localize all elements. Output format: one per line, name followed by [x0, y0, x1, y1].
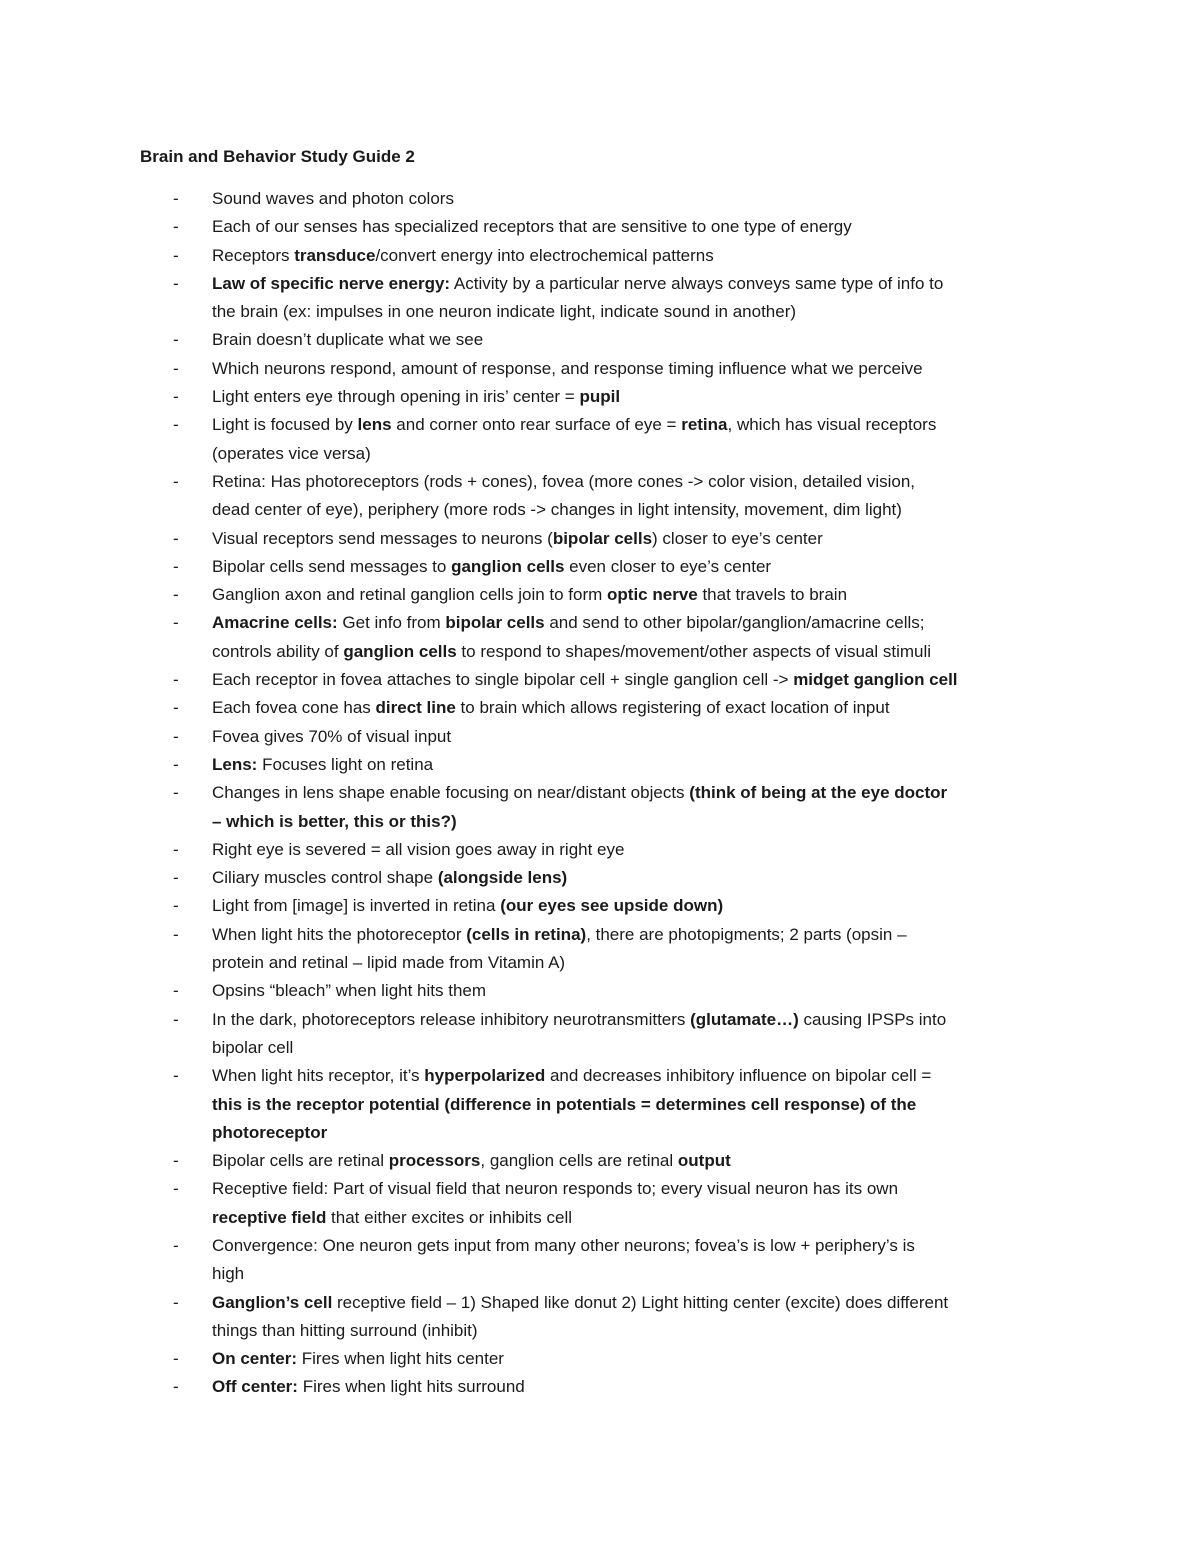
bullet-dash: - [173, 613, 179, 633]
text-run: Right eye is severed = all vision goes away in right eye [212, 839, 625, 859]
bullet-dash: - [173, 670, 179, 690]
bullet-item [0, 581, 1082, 609]
bullet-item [0, 185, 1082, 213]
bold-text: ganglion cells [343, 641, 457, 661]
bullet-dash: - [173, 189, 179, 208]
bold-text: retina [681, 415, 728, 435]
bold-text: output [677, 1151, 731, 1171]
bullet-line [212, 270, 1082, 298]
bullet-dash: - [173, 1179, 179, 1199]
bullet-item [0, 779, 1082, 836]
text-run: Opsins “bleach” when light hits them [212, 981, 487, 1001]
text-run: Convergence: One neuron gets input from many other neurons; fovea’s is low + periphery’s is [212, 1235, 915, 1255]
bullet-line [212, 326, 1082, 354]
text-run: and decreases inhibitory influence on bipolar cell = [545, 1066, 932, 1086]
bold-text: midget ganglion cell [793, 670, 958, 690]
bullet-item [0, 723, 1082, 751]
bullet-dash: - [173, 415, 179, 435]
text-run: , which has visual receptors [727, 415, 937, 435]
text-run: Each receptor in fovea attaches to single bipolar cell + single ganglion cell -> [212, 670, 794, 690]
bold-text: On center: [212, 1349, 298, 1369]
bullet-line [212, 1175, 1082, 1203]
text-run: Brain doesn’t duplicate what we see [212, 330, 484, 350]
bullet-line [212, 836, 1082, 864]
bullet-line [212, 1232, 1082, 1260]
bullet-line [212, 892, 1082, 920]
bullet-line [212, 355, 1082, 383]
text-run: to respond to shapes/movement/other aspects of visual stimuli [456, 641, 932, 661]
text-run: Light is focused by [212, 415, 358, 435]
bullet-line [212, 468, 1082, 496]
bullet-line [212, 723, 1082, 751]
bullet-line [212, 411, 1082, 439]
text-run: Receptors [212, 245, 295, 265]
text-run: Retina: Has photoreceptors (rods + cones), fovea (more cones -> color vision, detailed vision, [212, 471, 916, 491]
text-run: to brain which allows registering of exact location of input [455, 698, 890, 718]
bullet-line [212, 525, 1082, 553]
bullet-line [212, 864, 1082, 892]
bullet-line [212, 298, 1082, 326]
bullet-line [212, 638, 1082, 666]
bullet-line [212, 1006, 1082, 1034]
bold-text: bipolar cells [445, 613, 545, 633]
bullet-item [0, 1232, 1082, 1289]
bullet-line [212, 213, 1082, 241]
bold-text: Ganglion’s cell [212, 1292, 333, 1312]
text-run: When light hits the photoreceptor [212, 924, 467, 944]
bullet-item [0, 694, 1082, 722]
bullet-item [0, 553, 1082, 581]
bullet-item [0, 1006, 1082, 1063]
bold-text: (glutamate…) [690, 1009, 799, 1029]
text-run: even closer to eye’s center [564, 556, 772, 576]
bullet-line [212, 242, 1082, 270]
bullet-item [0, 242, 1082, 270]
bold-text: this is the receptor potential (difference in potentials = determines cell response) of the [212, 1094, 917, 1114]
text-run: Light from [image] is inverted in retina [212, 896, 501, 916]
bullet-dash: - [173, 217, 179, 237]
bullet-line [212, 694, 1082, 722]
bold-text: lens [357, 415, 392, 435]
bullet-line [212, 921, 1082, 949]
bullet-line [212, 977, 1082, 1005]
bullet-item [0, 383, 1082, 411]
bullet-dash: - [173, 273, 179, 293]
bullet-item [0, 751, 1082, 779]
text-run: Fires when light hits surround [297, 1377, 525, 1397]
text-run: receptive field – 1) Shaped like donut 2) Light hitting center (excite) does different [332, 1292, 949, 1312]
text-run: and corner onto rear surface of eye = [391, 415, 682, 435]
bullet-line [212, 1119, 1082, 1147]
bullet-dash: - [173, 783, 179, 803]
bold-text: photoreceptor [212, 1122, 328, 1142]
bullet-dash: - [173, 471, 179, 491]
bullet-list [0, 185, 1200, 1402]
bullet-item [0, 411, 1082, 468]
text-run: When light hits receptor, it’s [212, 1066, 425, 1086]
bullet-dash: - [173, 1066, 179, 1086]
bold-text: Off center: [212, 1377, 298, 1397]
text-run: Focuses light on retina [257, 754, 434, 774]
bullet-dash: - [173, 868, 179, 888]
text-run: Which neurons respond, amount of response, and response timing influence what we perceive [212, 358, 923, 378]
bullet-dash: - [173, 1151, 179, 1171]
bullet-line [212, 1062, 1082, 1090]
bullet-item [0, 892, 1082, 920]
text-run: Visual receptors send messages to neurons ( [212, 528, 553, 548]
bold-text: processors [388, 1151, 481, 1171]
text-run: causing IPSPs into [798, 1009, 947, 1029]
bullet-item [0, 1289, 1082, 1346]
text-run: Each of our senses has specialized receptors that are sensitive to one type of energy [212, 217, 852, 237]
bold-text: hyperpolarized [424, 1066, 546, 1086]
bullet-line [212, 581, 1082, 609]
text-run: In the dark, photoreceptors release inhibitory neurotransmitters [212, 1009, 691, 1029]
bullet-dash: - [173, 896, 179, 916]
bold-text: pupil [579, 387, 621, 407]
bullet-line [212, 779, 1082, 807]
bullet-item [0, 1147, 1082, 1175]
bullet-dash: - [173, 1292, 179, 1312]
bold-text: transduce [294, 245, 376, 265]
text-run: Each fovea cone has [212, 698, 376, 718]
bold-text: ganglion cells [451, 556, 565, 576]
document-title: Brain and Behavior Study Guide 2 [140, 147, 415, 166]
bullet-item [0, 1373, 1082, 1401]
bullet-item [0, 666, 1082, 694]
bullet-dash: - [173, 924, 179, 944]
bullet-dash: - [173, 358, 179, 378]
bullet-line [212, 1373, 1082, 1401]
bullet-dash: - [173, 726, 179, 746]
bullet-dash: - [173, 585, 179, 605]
text-run: (operates vice versa) [212, 443, 371, 463]
bullet-dash: - [173, 387, 179, 407]
text-run: Ciliary muscles control shape [212, 868, 438, 888]
bullet-item [0, 1175, 1082, 1232]
bullet-item [0, 355, 1082, 383]
bullet-line [212, 808, 1082, 836]
text-run: Receptive field: Part of visual field that neuron responds to; every visual neuron has its own [212, 1179, 899, 1199]
bold-text: (think of being at the eye doctor [689, 783, 948, 803]
bullet-item [0, 921, 1082, 978]
text-run: Activity by a particular nerve always conveys same type of info to [450, 273, 944, 293]
bullet-item [0, 836, 1082, 864]
bullet-dash: - [173, 330, 179, 350]
bold-text: Amacrine cells: [212, 613, 338, 633]
text-run: the brain (ex: impulses in one neuron indicate light, indicate sound in another) [212, 302, 797, 322]
bullet-item [0, 864, 1082, 892]
bullet-dash: - [173, 1377, 179, 1397]
bold-text: (alongside lens) [437, 868, 568, 888]
bold-text: (our eyes see upside down) [500, 896, 724, 916]
text-run: , there are photopigments; 2 parts (opsin – [586, 924, 907, 944]
text-run: that either excites or inhibits cell [326, 1207, 572, 1227]
text-run: Fires when light hits center [297, 1349, 504, 1369]
text-run: Sound waves and photon colors [212, 189, 454, 208]
bullet-item [0, 1062, 1082, 1147]
bullet-dash: - [173, 754, 179, 774]
text-run: Changes in lens shape enable focusing on near/distant objects [212, 783, 690, 803]
bullet-item [0, 213, 1082, 241]
bullet-item [0, 525, 1082, 553]
text-run: ) closer to eye’s center [652, 528, 823, 548]
text-run: , ganglion cells are retinal [480, 1151, 678, 1171]
text-run: controls ability of [212, 641, 344, 661]
bullet-dash: - [173, 698, 179, 718]
bullet-line [212, 553, 1082, 581]
bullet-dash: - [173, 1009, 179, 1029]
bullet-dash: - [173, 1349, 179, 1369]
bullet-line [212, 496, 1082, 524]
bullet-item [0, 609, 1082, 666]
bold-text: bipolar cells [552, 528, 653, 548]
bold-text: direct line [375, 698, 456, 718]
text-run: Light enters eye through opening in iris’ center = [212, 387, 580, 407]
bullet-item [0, 977, 1082, 1005]
bullet-dash: - [173, 528, 179, 548]
text-run: Bipolar cells are retinal [212, 1151, 389, 1171]
bullet-line [212, 751, 1082, 779]
bold-text: Lens: [212, 754, 258, 774]
text-run: that travels to brain [697, 585, 848, 605]
bullet-line [212, 666, 1082, 694]
bullet-line [212, 609, 1082, 637]
bold-text: optic nerve [607, 585, 698, 605]
bullet-line [212, 1091, 1082, 1119]
bold-text: (cells in retina) [466, 924, 587, 944]
text-run: /convert energy into electrochemical patterns [375, 245, 714, 265]
bullet-dash: - [173, 1235, 179, 1255]
bullet-line [212, 1345, 1082, 1373]
text-run: high [212, 1264, 245, 1284]
bullet-item [0, 326, 1082, 354]
bullet-line [212, 440, 1082, 468]
bullet-item [0, 270, 1082, 327]
bullet-dash: - [173, 981, 179, 1001]
bold-text: – which is better, this or this?) [212, 811, 457, 831]
bullet-line [212, 1289, 1082, 1317]
text-run: and send to other bipolar/ganglion/amacrine cells; [544, 613, 925, 633]
bullet-dash: - [173, 245, 179, 265]
text-run: Get info from [337, 613, 446, 633]
text-run: bipolar cell [212, 1037, 294, 1057]
bold-text: receptive field [212, 1207, 327, 1227]
bullet-line [212, 1147, 1082, 1175]
bullet-line [212, 1034, 1082, 1062]
bold-text: Law of specific nerve energy: [212, 273, 451, 293]
bullet-line [212, 1204, 1082, 1232]
bullet-line [212, 949, 1082, 977]
text-run: Ganglion axon and retinal ganglion cells join to form [212, 585, 608, 605]
text-run: Fovea gives 70% of visual input [212, 726, 452, 746]
bullet-line [212, 383, 1082, 411]
bullet-line [212, 1317, 1082, 1345]
bullet-dash: - [173, 839, 179, 859]
bullet-line [212, 1260, 1082, 1288]
text-run: dead center of eye), periphery (more rods -> changes in light intensity, movement, dim light) [212, 500, 902, 520]
text-run: protein and retinal – lipid made from Vitamin A) [212, 953, 566, 973]
bullet-item [0, 1345, 1082, 1373]
bullet-dash: - [173, 556, 179, 576]
bullet-line [212, 185, 1082, 213]
bullet-item [0, 468, 1082, 525]
text-run: things than hitting surround (inhibit) [212, 1320, 478, 1340]
text-run: Bipolar cells send messages to [212, 556, 452, 576]
